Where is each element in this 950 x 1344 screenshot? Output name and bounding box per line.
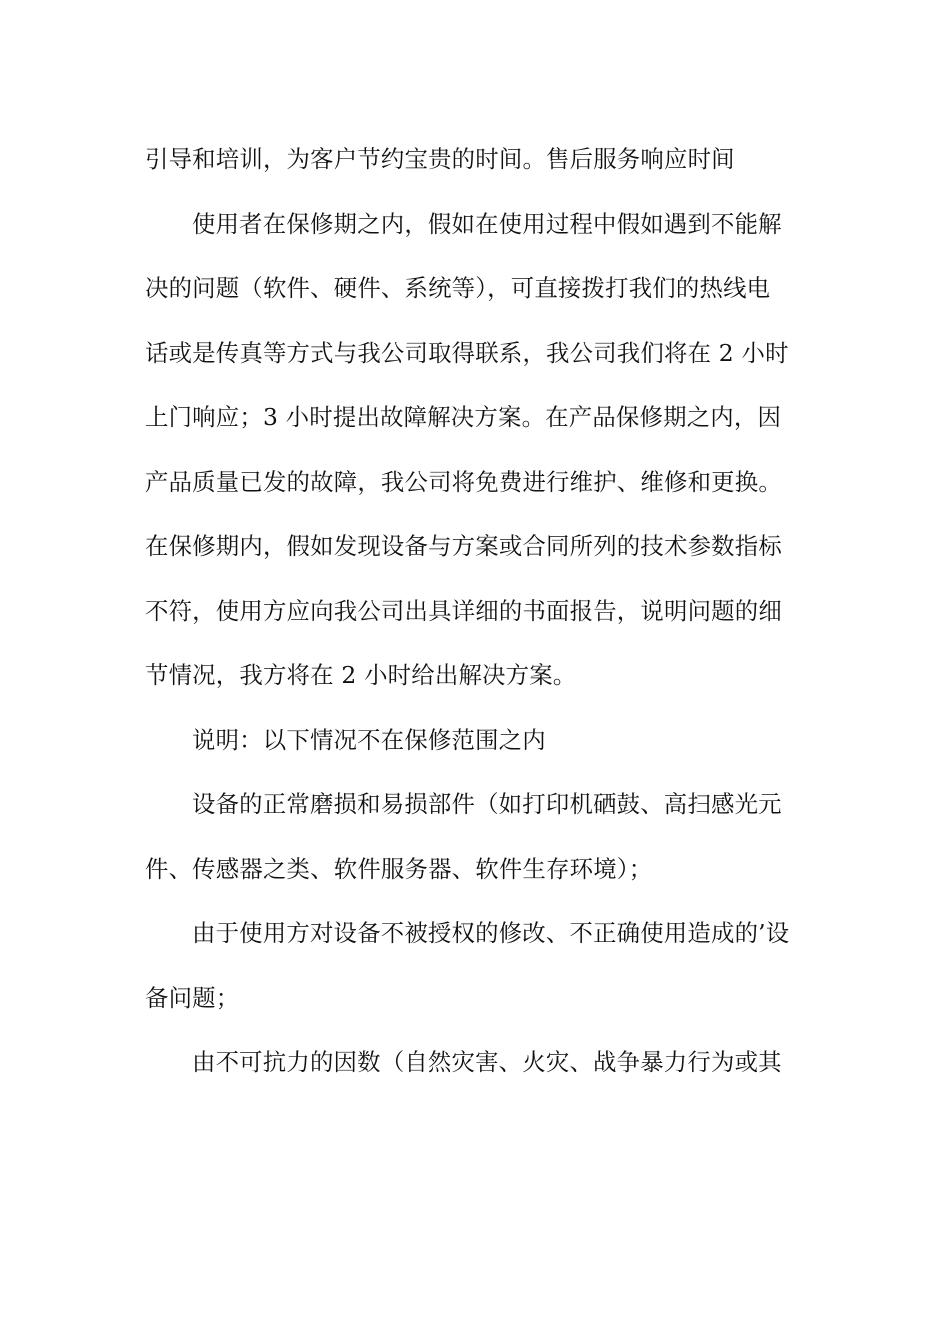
text-line: 由于使用方对设备不被授权的修改、不正确使用造成的’设 (192, 919, 790, 947)
text-line: 设备的正常磨损和易损部件（如打印机硒鼓、高扫感光元 (192, 790, 782, 818)
text-line: 不符，使用方应向我公司出具详细的书面报告，说明问题的细 (145, 596, 782, 625)
text-line: 话或是传真等方式与我公司取得联系，我公司我们将在 2 小时 (145, 338, 789, 367)
document-body (145, 127, 807, 1095)
text-line: 决的问题（软件、硬件、系统等），可直接拨打我们的热线电 (145, 274, 771, 302)
text-line: 使用者在保修期之内，假如在使用过程中假如遇到不能解 (192, 209, 782, 238)
text-line: 引导和培训，为客户节约宝贵的时间。售后服务响应时间 (145, 145, 735, 173)
text-line: 上门响应；3 小时提出故障解决方案。在产品保修期之内，因 (145, 403, 782, 431)
text-line: 产品质量已发的故障，我公司将免费进行维护、维修和更换。 (145, 467, 782, 496)
text-line: 件、传感器之类、软件服务器、软件生存环境）； (145, 854, 653, 883)
text-line: 在保修期内，假如发现设备与方案或合同所列的技术参数指标 (145, 532, 782, 560)
text-line: 节情况，我方将在 2 小时给出解决方案。 (145, 661, 577, 689)
text-line: 备问题； (145, 983, 240, 1012)
text-line: 说明：以下情况不在保修范围之内 (192, 725, 546, 754)
text-line: 由不可抗力的因数（自然灾害、火灾、战争暴力行为或其 (192, 1048, 782, 1076)
